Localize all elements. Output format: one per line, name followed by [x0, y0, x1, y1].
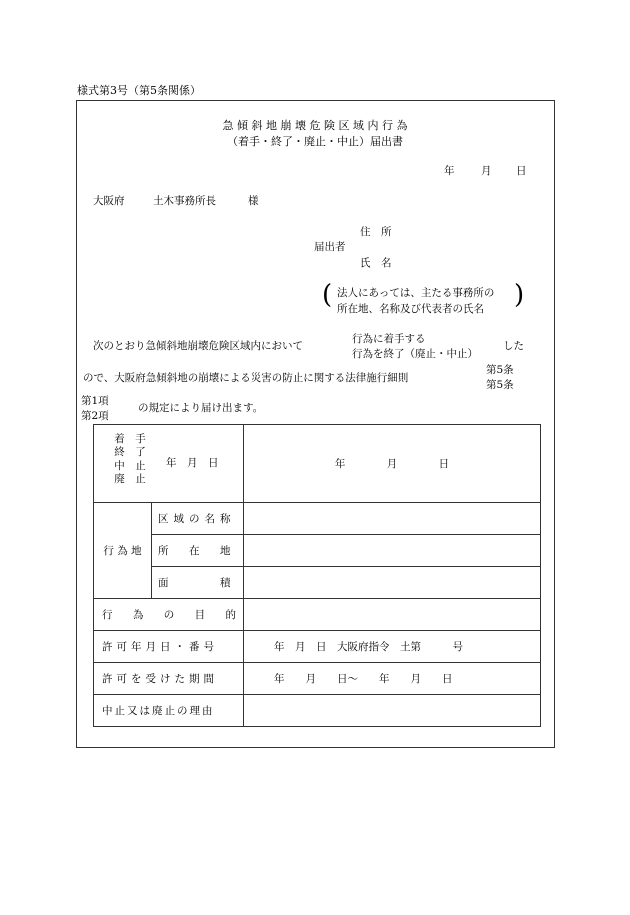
- area-row: [94, 567, 541, 599]
- period-value[interactable]: 年 月 日～ 年 月 日: [244, 663, 541, 695]
- body-clause-2: 第2項: [81, 410, 109, 422]
- period-label: 許可を受けた期間: [94, 663, 244, 695]
- status-date-row: [94, 425, 541, 503]
- period-row: [94, 663, 541, 695]
- body-article-1: 第5条: [486, 364, 514, 376]
- activity-site-label: 行 為 地: [94, 503, 152, 599]
- form-number: 様式第3号（第5条関係）: [77, 84, 201, 97]
- status-started: 着 手: [114, 433, 146, 445]
- corporation-note-line1: 法人にあっては、主たる事務所の: [337, 287, 495, 299]
- status-label-cell: [94, 425, 244, 503]
- area-value[interactable]: [244, 567, 541, 599]
- location-label: 所 在 地: [152, 535, 244, 567]
- recipient-honorific: 様: [248, 195, 259, 207]
- date-year-label: 年: [444, 165, 455, 177]
- right-bracket: ): [514, 280, 525, 310]
- address-label: 住 所: [360, 226, 392, 238]
- area-name-value[interactable]: [244, 503, 541, 535]
- body-option-start: 行為に着手する: [352, 333, 426, 345]
- form-title-line2: （着手・終了・廃止・中止）届出書: [227, 135, 403, 148]
- body-article-2: 第5条: [486, 379, 514, 391]
- reason-label: 中止又は廃止の理由: [94, 695, 244, 727]
- recipient-prefecture: 大阪府: [93, 195, 125, 207]
- status-finished: 終 了: [114, 446, 146, 459]
- body-suffix: した: [503, 340, 524, 352]
- notifier-label: 届出者: [314, 241, 346, 253]
- body-clause-1: 第1項: [81, 395, 109, 407]
- purpose-value[interactable]: [244, 599, 541, 631]
- body-text-2: ので、大阪府急傾斜地の崩壊による災害の防止に関する法律施行細則: [83, 372, 409, 384]
- purpose-row: [94, 599, 541, 631]
- left-bracket: (: [322, 280, 333, 310]
- corporation-note-line2: 所在地、名称及び代表者の氏名: [337, 303, 484, 315]
- recipient-office: 土木事務所長: [153, 195, 216, 207]
- permit-row: [94, 631, 541, 663]
- status-date-label: 年 月 日: [166, 457, 219, 469]
- purpose-label-text: 行為の目的: [102, 609, 236, 621]
- date-day-label: 日: [516, 165, 527, 177]
- date-month-label: 月: [481, 165, 492, 177]
- permit-label: 許可年月日・番号: [94, 631, 244, 663]
- status-abolished: 廃 止: [114, 473, 146, 486]
- purpose-label: [94, 599, 244, 631]
- area-name-label: 区域の名称: [152, 503, 244, 535]
- notification-table: [93, 424, 541, 727]
- area-label: 面 積: [152, 567, 244, 599]
- body-text-1: 次のとおり急傾斜地崩壊危険区域内において: [93, 340, 303, 352]
- location-value[interactable]: [244, 535, 541, 567]
- location-row: [94, 535, 541, 567]
- area-name-row: [94, 503, 541, 535]
- reason-value[interactable]: [244, 695, 541, 727]
- body-text-3: の規定により届け出ます。: [138, 402, 264, 414]
- name-label: 氏 名: [360, 257, 392, 269]
- reason-row: [94, 695, 541, 727]
- form-title-line1: 急 傾 斜 地 崩 壊 危 険 区 域 内 行 為: [222, 119, 408, 132]
- status-date-value[interactable]: 年 月 日: [244, 425, 541, 503]
- status-suspended: 中 止: [114, 459, 146, 472]
- body-option-end: 行為を終了（廃止・中止）: [352, 348, 478, 360]
- status-labels: [108, 433, 152, 487]
- permit-value[interactable]: 年 月 日 大阪府指令 土第 号: [244, 631, 541, 663]
